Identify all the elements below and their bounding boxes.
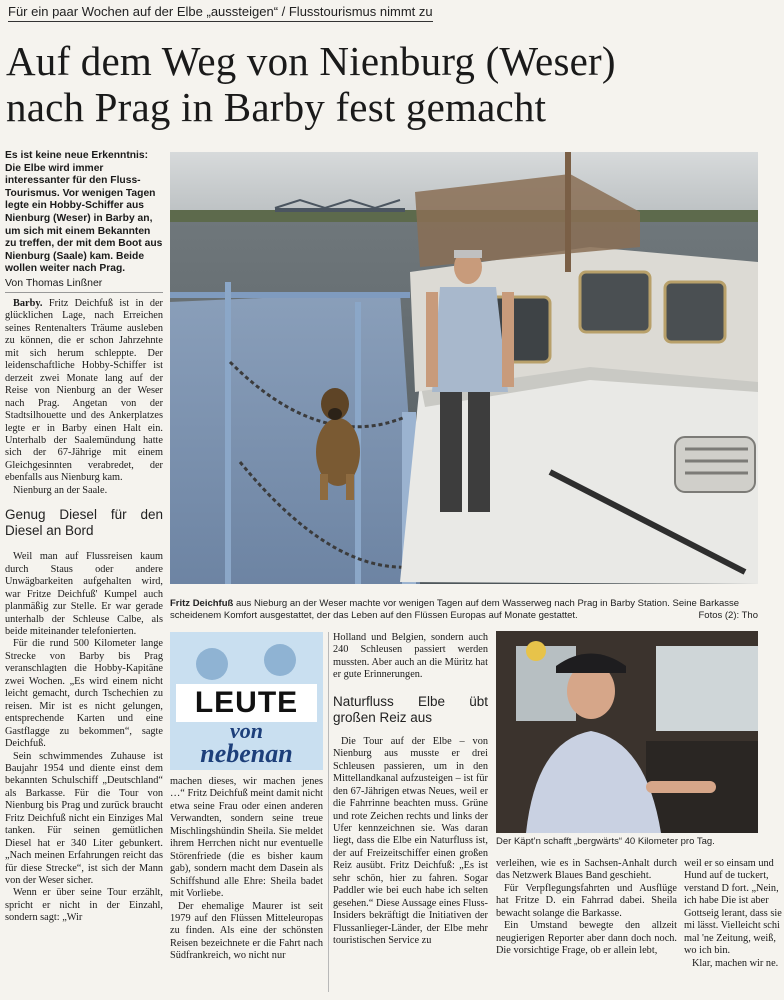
column-5	[684, 858, 784, 970]
headline-line-2: nach Prag in Barby fest gemacht	[6, 84, 547, 130]
paragraph: Klar, machen wir ne.	[692, 957, 779, 969]
nebenan-word: nebenan	[200, 739, 293, 768]
paragraph: Weil man auf Flussreisen kaum durch Staus oder andere Unwägbarkeiten aufgehalten wird, war Fritze Deichfuß' Kumpel auch planmäßig zur Stelle. Er war gerade unterhalb der Schleuse Calbe, als beide miteinander telefonierten.	[5, 551, 163, 637]
column-rule	[328, 632, 329, 992]
byline: Von Thomas Linßner	[5, 277, 163, 293]
leute-von-nebenan-logo	[170, 632, 323, 770]
paragraph: machen dieses, wir machen jenes …“ Fritz Deichfuß meint damit nicht etwa seine Frau oder einen anderen Verwandten, sondern seine treue Mischlingshündin Sheila. Sie meldet ihrem Herrchen nicht nur eventuelle Störenfriede (die es bisher kaum gab), sondern macht dem Dasein als Schiffshund alle Ehre: Sheila badet mit Vorliebe.	[170, 776, 323, 900]
paragraph-text: Fritz Deichfuß ist in der glücklichen Lage, nach Erreichen seines Rentenalters Träume ausleben zu können, die er schon Jahrzehnte mit sich herum schleppte. Der leidenschaftliche Hobby-Schiffer ist derzeit zwei Monate lang auf der Reise von Nienburg an der Weser nach Prag. Angetan von der Stadtsilhouette und des Ankerplatzes legte er in Barby einen Halt ein. Unterhalb der Saalemündung hatte sich der 67-Jährige mit einem Gleichgesinnten verabredet, der ebenfalls aus Nienburg kam.	[5, 298, 163, 484]
caption-line-1	[170, 598, 758, 610]
paragraph: Die Tour auf der Elbe – von Nienburg aus musste er drei Schleusen passieren, um in den Mittellandkanal aufzusteigen – ist für den 67-Jährigen etwas Neues, weil er die Fahrrinne beachten muss. Grüne und rote Zeichen rechts und links der Ufer kennzeichnen sie. Was daran liegt, dass die Elbe ein Naturfluss ist, der auf Freizeitschiffer einen großen Reiz ausübt. Fritz Deichfuß: „Es ist sehr schön, hier zu fahren. Sogar Paddler wie bei euch habe ich selten gesehen.“ Diese Aussage eines Fluss-Insiders bekräftigt die Initiativen der Flussanlieger-Länder, der Elbe mehr touristischen Service zu	[333, 735, 488, 947]
caption-text: aus Nieburg an der Weser machte vor wenigen Tagen auf dem Wasserweg nach Prag in Barby Station. Seine Barkasse	[233, 598, 740, 609]
paragraph	[5, 298, 163, 485]
boat-illustration	[170, 152, 758, 584]
paragraph: Für Verpflegungsfahrten und Ausflüge hat Fritze D. ein Fahrrad dabei. Sheila bewacht solange die Barkasse.	[496, 882, 677, 919]
paragraph: Holland und Belgien, sondern auch 240 Schleusen passiert werden mussten. Aber auch an die Müritz hat er gute Erinnerungen.	[333, 632, 488, 681]
column-2	[170, 776, 323, 963]
column-3	[333, 632, 488, 948]
paragraph: weil er so einsam und Hund auf de tuckert, verstand D fort. „Nein, ich habe Die ist aber Gottseig lerant, dass sie mi lässt. Vielleicht schi mal 'ne Zeitung, weiß, wo ich bin.	[684, 858, 782, 957]
paragraph: Für die rund 500 Kilometer lange Strecke von Barby bis Prag veranschlagten die Hobby-Kapitäne zwei Wochen. „Es wird einem nicht leicht gemacht, durch Tschechien zu reisen. Mir ist es nicht gelungen, entsprechende Karten und eine Gastflagge zu bekommen“, sagte Deichfuß.	[5, 638, 163, 750]
paragraph: Ein Umstand bewegte den allzeit neugierigen Reporter aber dann doch noch. Die vorsichtige Frage, ob er allein lebt,	[496, 920, 677, 957]
captain-photo	[496, 631, 758, 833]
leute-word: LEUTE	[176, 684, 317, 722]
dateline: Barby.	[13, 298, 43, 309]
caption-line-2	[170, 610, 758, 622]
paragraph: verleihen, wie es in Sachsen-Anhalt durch das Netzwerk Blaues Band geschieht.	[496, 858, 677, 882]
headline-line-1: Auf dem Weg von Nienburg (Weser)	[6, 38, 616, 84]
paragraph: Wenn er über seine Tour erzählt, spricht er nicht in der Einzahl, sondern sagt: „Wir	[5, 887, 163, 924]
paragraph: Sein schwimmendes Zuhause ist Baujahr 1954 und diente einst dem bekannten Schulschiff „Deutschland“ als Barkasse. Für die Tour von Nienburg bis Prag und zurück braucht Fritz Deichfuß nicht ein Einziges Mal tanken. Für seinen gemütlichen Diesel hat er 340 Liter gebunkert. „Nach meinen Erfahrungen reicht das für diese Strecke“, ist sich der Mann von der Weser sicher.	[5, 750, 163, 887]
caption-name: Fritz Deichfuß	[170, 598, 234, 609]
paragraph: Der ehemalige Maurer ist seit 1979 auf den Flüssen Mitteleuropas zu finden. Als eine der schönsten Reisen bezeichnete er die Fahrt nach Südfrankreich, wo nicht nur	[170, 900, 323, 962]
photo-credit: Fotos (2): Tho	[698, 610, 758, 621]
main-photo-caption	[170, 598, 758, 622]
subheading-diesel: Genug Diesel für den Diesel an Bord	[5, 507, 163, 539]
column-1	[5, 298, 163, 925]
lead-paragraph: Es ist keine neue Erkenntnis: Die Elbe wird immer interessanter für den Fluss-Tourismus. Vor wenigen Tagen legte ein Hobby-Schiffer aus Nienburg (Weser) in Barby an, um sich mit einem Bekannten zu treffen, der mit dem Boot aus Nienburg (Saale) kam. Beide wollen weiter nach Prag.	[5, 150, 163, 275]
subheading-naturfluss: Naturfluss Elbe übt großen Reiz aus	[333, 693, 488, 725]
captain-photo-caption: Der Käpt’n schafft „bergwärts“ 40 Kilometer pro Tag.	[496, 836, 715, 847]
von-word: von	[230, 718, 263, 743]
captain-illustration	[496, 631, 758, 833]
main-photo-boat-and-dog	[170, 152, 758, 584]
paragraph: Nienburg an der Saale.	[13, 484, 108, 496]
column-4	[496, 858, 677, 958]
headline	[6, 38, 758, 130]
kicker-line: Für ein paar Wochen auf der Elbe „aussteigen“ / Flusstourismus nimmt zu	[8, 4, 433, 22]
column-5-clip	[684, 858, 782, 1000]
caption-text: scheidenem Komfort ausgestattet, der das Leben auf den Flüssen Europas auf Monate gestattet.	[170, 610, 578, 621]
